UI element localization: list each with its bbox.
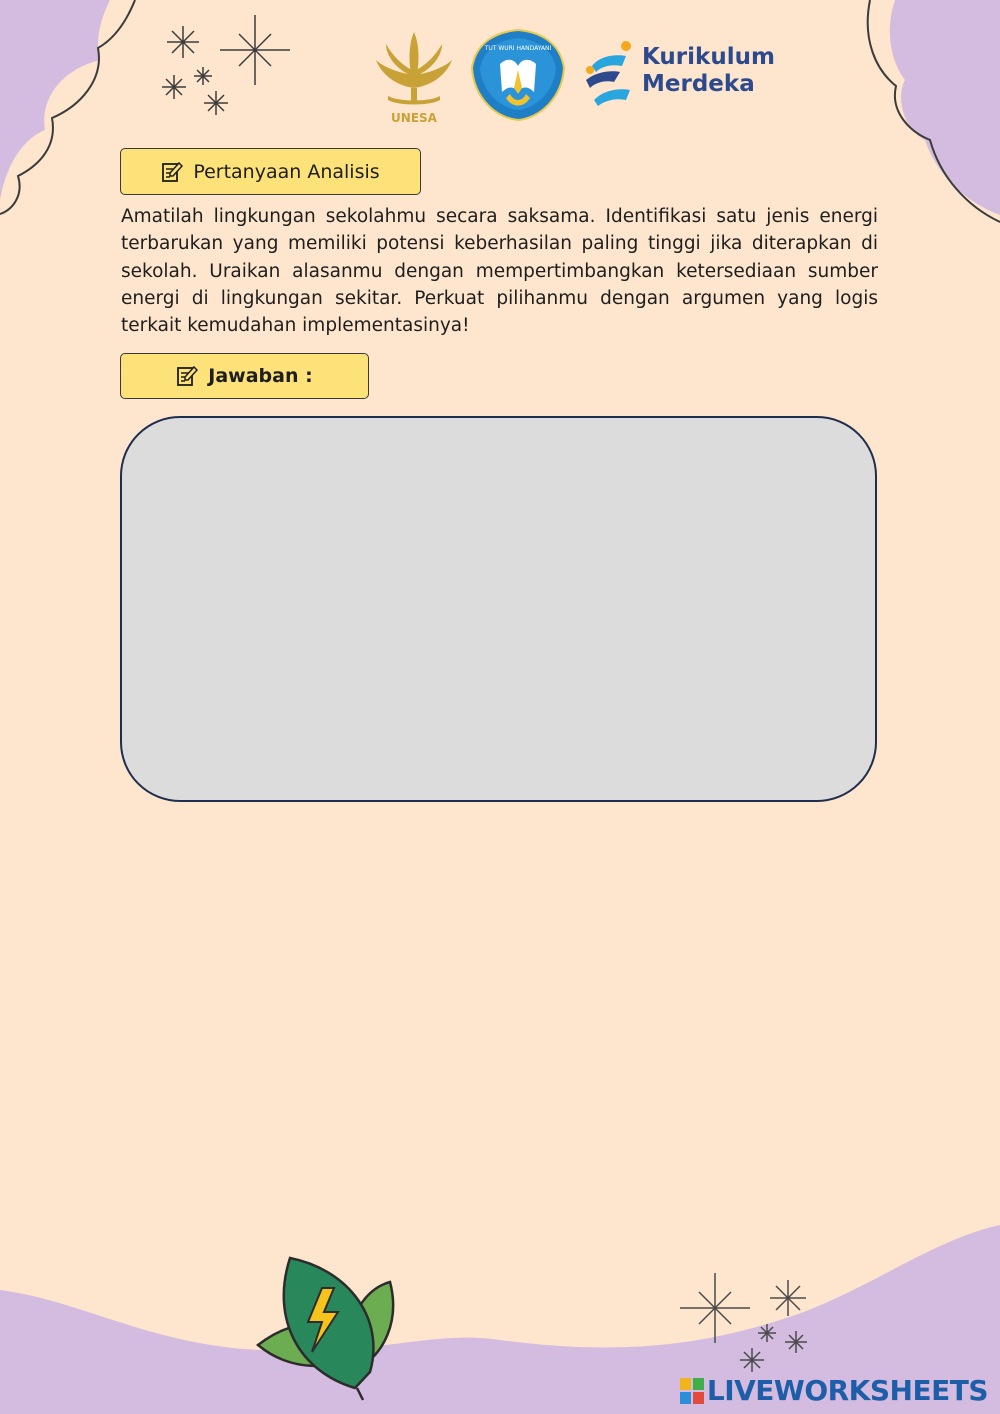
- pencil-note-icon: [176, 365, 198, 387]
- pencil-note-icon: [161, 161, 183, 183]
- sparkles-top-left: [162, 15, 290, 115]
- answer-section-label: [120, 353, 369, 399]
- kurikulum-line2: Merdeka: [642, 71, 755, 97]
- unesa-logo: [368, 26, 460, 128]
- unesa-logo-label: UNESA: [391, 111, 437, 125]
- liveworksheets-logo-icon: [680, 1378, 704, 1404]
- kurikulum-merdeka-logo-text: [642, 44, 775, 98]
- question-text: Amatilah lingkungan sekolahmu secara saksama. Identifikasi satu jenis energi terbarukan yang memiliki potensi keberhasilan paling tinggi jika diterapkan di sekolah. Uraikan alasanmu dengan mempertimbangkan ketersediaan sumber energi di lingkungan sekitar. Perkuat pilihanmu dengan argumen yang logis terkait kemudahan implementasinya!: [121, 206, 878, 337]
- liveworksheets-brand: [680, 1374, 988, 1407]
- top-right-blob: [890, 0, 1000, 215]
- top-left-blob: [0, 0, 110, 200]
- tutwuri-logo: [470, 28, 566, 122]
- question-section-title: Pertanyaan Analisis: [193, 160, 380, 183]
- answer-section-title: Jawaban :: [208, 365, 313, 387]
- answer-textbox[interactable]: [120, 416, 877, 802]
- liveworksheets-brand-text: LIVEWORKSHEETS: [706, 1374, 988, 1407]
- kurikulum-merdeka-icon: [582, 40, 634, 108]
- question-section-label: [120, 148, 421, 195]
- kurikulum-line1: Kurikulum: [642, 44, 775, 70]
- tutwuri-logo-label: TUT WURI HANDAYANI: [484, 45, 552, 52]
